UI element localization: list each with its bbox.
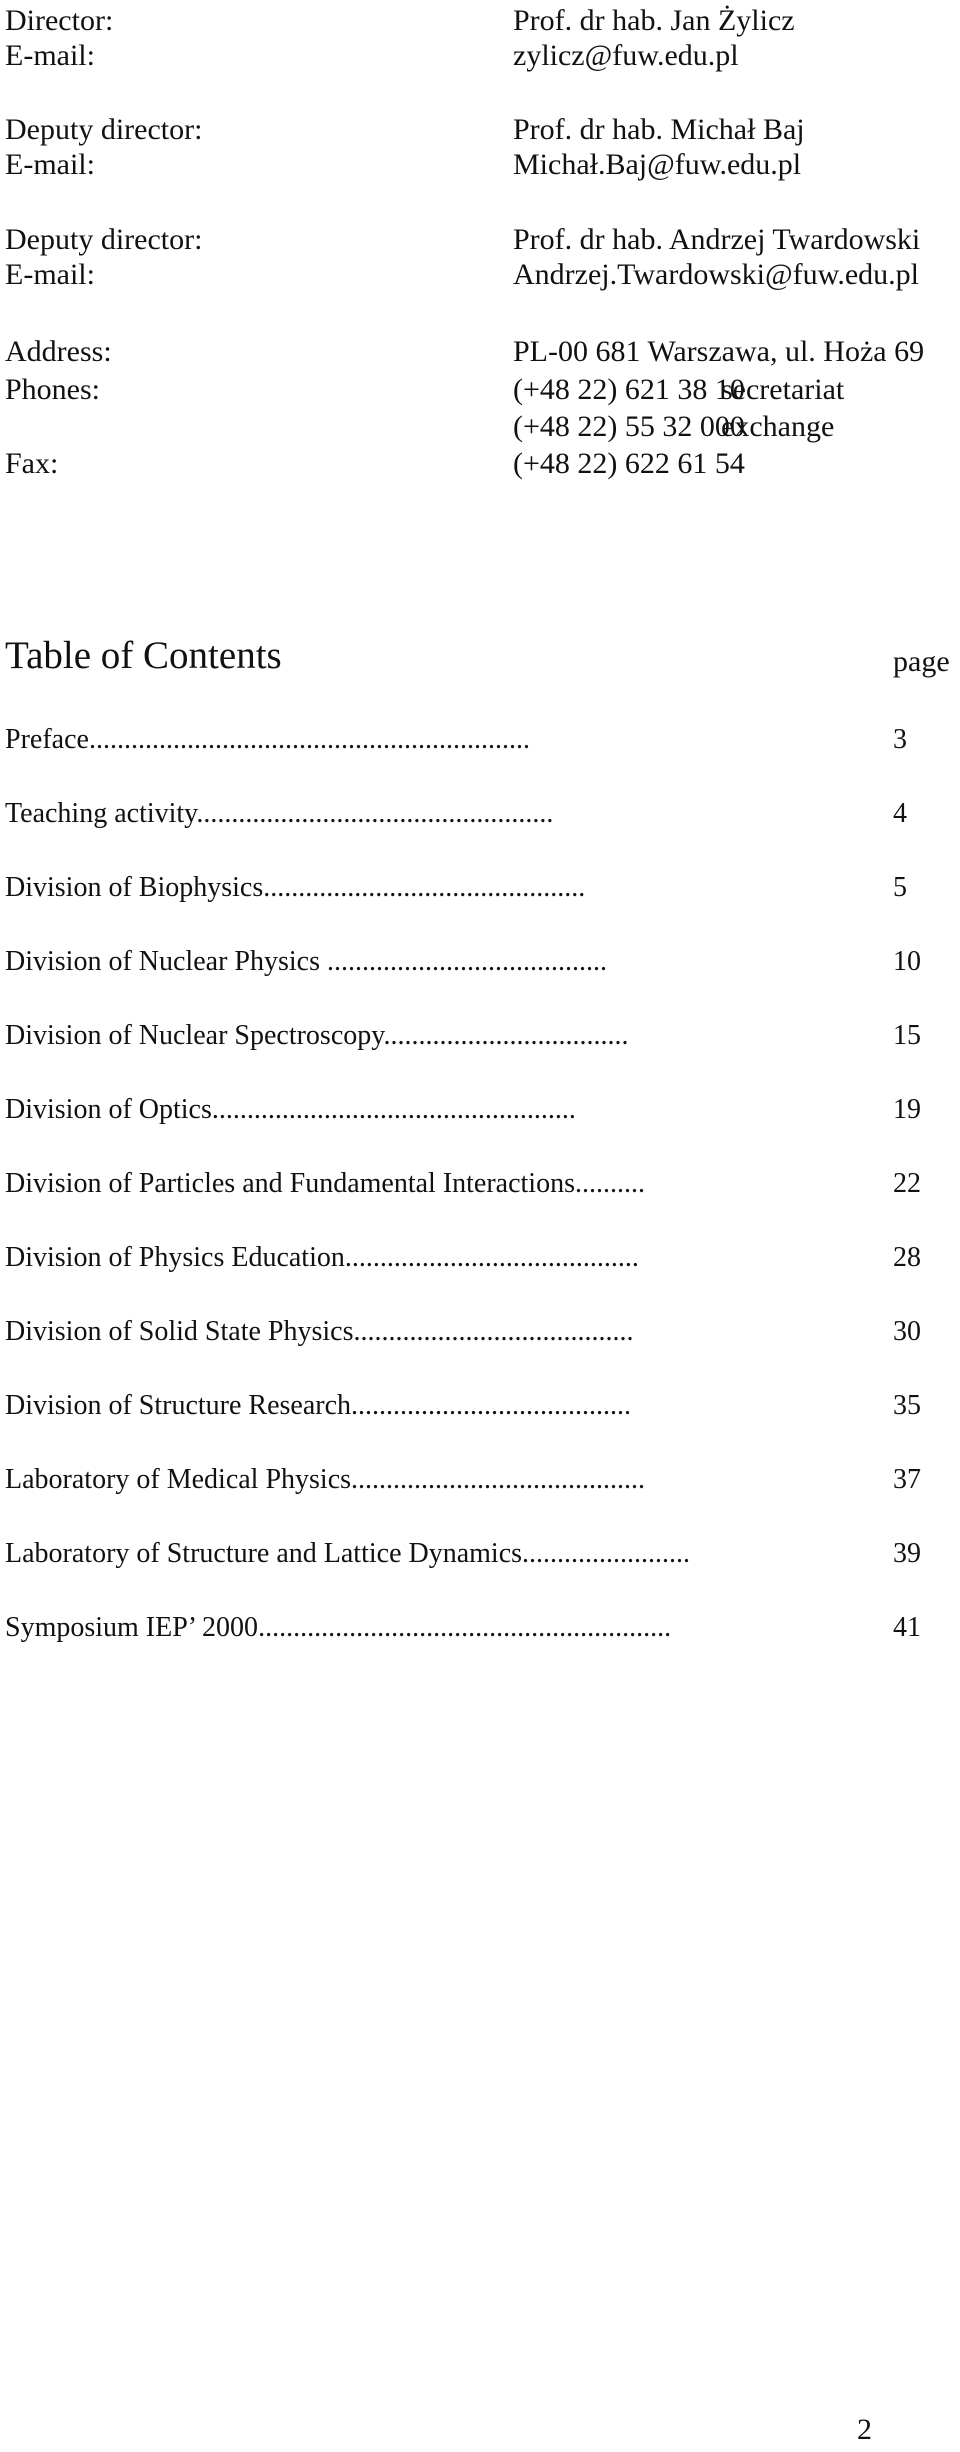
phone-1-number: (+48 22) 621 38 10 — [513, 373, 745, 406]
toc-entry-page: 41 — [893, 1612, 921, 1643]
toc-entry[interactable] — [5, 866, 907, 910]
toc-entry-title: Laboratory of Medical Physics — [5, 1464, 352, 1495]
toc-leader-dots: ........................................ — [353, 1316, 634, 1347]
toc-leader-dots: ........................................................... — [258, 1612, 672, 1643]
address-value: PL-00 681 Warszawa, ul. Hoża 69 — [513, 335, 925, 368]
fax-number: (+48 22) 622 61 54 — [513, 447, 745, 480]
toc-entry-page: 15 — [893, 1020, 921, 1051]
toc-leader-dots: .......................................... — [344, 1242, 639, 1273]
address-label: Address: — [5, 335, 112, 368]
phone-1-note: secretariat — [721, 373, 845, 406]
toc-entry-title: Division of Structure Research — [5, 1390, 352, 1421]
toc-leader-dots: .................................................... — [211, 1094, 576, 1125]
toc-leader-dots: ........................................ — [351, 1390, 632, 1421]
toc-entry-page: 30 — [893, 1316, 921, 1347]
toc-entry[interactable] — [5, 1384, 921, 1428]
deputy-director-1-email[interactable]: Michał.Baj@fuw.edu.pl — [513, 148, 802, 181]
toc-entry-title: Division of Optics — [5, 1094, 212, 1125]
toc-leader-dots: ............................................................... — [88, 724, 530, 755]
phone-2-number: (+48 22) 55 32 000 — [513, 410, 745, 443]
toc-entry-title: Division of Nuclear Spectroscopy — [5, 1020, 384, 1051]
toc-entry-title: Division of Biophysics — [5, 872, 264, 903]
toc-entry[interactable] — [5, 1162, 921, 1206]
toc-title: Table of Contents — [5, 634, 282, 677]
toc-leader-dots: .......................................... — [351, 1464, 646, 1495]
toc-page-header: page — [893, 645, 950, 678]
toc-entry-page: 37 — [893, 1464, 921, 1495]
deputy-director-2-email[interactable]: Andrzej.Twardowski@fuw.edu.pl — [513, 258, 919, 291]
toc-entry[interactable] — [5, 1606, 921, 1650]
toc-leader-dots: .......... — [574, 1168, 645, 1199]
toc-leader-dots: ................................................... — [196, 798, 554, 829]
toc-entry[interactable] — [5, 792, 907, 836]
toc-entry-title: Preface — [5, 724, 89, 755]
toc-entry-title: Laboratory of Structure and Lattice Dynamics — [5, 1538, 523, 1569]
toc-entry-title: Division of Nuclear Physics — [5, 946, 327, 977]
deputy-director-1-email-label: E-mail: — [5, 148, 95, 181]
toc-entry-page: 3 — [893, 724, 907, 755]
toc-entry-page: 19 — [893, 1094, 921, 1125]
director-label: Director: — [5, 4, 114, 37]
toc-entry[interactable] — [5, 1236, 921, 1280]
toc-entry-page: 10 — [893, 946, 921, 977]
toc-leader-dots: ........................................ — [326, 946, 607, 977]
toc-entry-title: Symposium IEP’ 2000 — [5, 1612, 259, 1643]
toc-entry[interactable] — [5, 1310, 921, 1354]
toc-leader-dots: ................................... — [383, 1020, 629, 1051]
toc-entry-page: 4 — [893, 798, 907, 829]
toc-entry[interactable] — [5, 1014, 921, 1058]
director-email[interactable]: zylicz@fuw.edu.pl — [513, 39, 739, 72]
toc-entry-title: Division of Particles and Fundamental Interactions — [5, 1168, 575, 1199]
deputy-director-1-label: Deputy director: — [5, 113, 203, 146]
deputy-director-1-name: Prof. dr hab. Michał Baj — [513, 113, 805, 146]
toc-entry[interactable] — [5, 940, 921, 984]
toc-entry[interactable] — [5, 718, 907, 762]
toc-entry-title: Teaching activity — [5, 798, 197, 829]
toc-entry[interactable] — [5, 1458, 921, 1502]
fax-label: Fax: — [5, 447, 59, 480]
deputy-director-2-name: Prof. dr hab. Andrzej Twardowski — [513, 223, 921, 256]
toc-entry[interactable] — [5, 1088, 921, 1132]
director-name: Prof. dr hab. Jan Żylicz — [513, 4, 795, 37]
deputy-director-2-email-label: E-mail: — [5, 258, 95, 291]
toc-entry-page: 39 — [893, 1538, 921, 1569]
toc-leader-dots: .............................................. — [263, 872, 586, 903]
page-number: 2 — [857, 2413, 872, 2446]
toc-entry-page: 5 — [893, 872, 907, 903]
toc-entry-title: Division of Solid State Physics — [5, 1316, 354, 1347]
toc-entry-title: Division of Physics Education — [5, 1242, 345, 1273]
toc-entry-page: 22 — [893, 1168, 921, 1199]
deputy-director-2-label: Deputy director: — [5, 223, 203, 256]
director-email-label: E-mail: — [5, 39, 95, 72]
toc-entry-page: 35 — [893, 1390, 921, 1421]
toc-entry-page: 28 — [893, 1242, 921, 1273]
toc-entry[interactable] — [5, 1532, 921, 1576]
phones-label: Phones: — [5, 373, 101, 406]
toc-leader-dots: ........................ — [522, 1538, 691, 1569]
phone-2-note: exchange — [721, 410, 835, 443]
